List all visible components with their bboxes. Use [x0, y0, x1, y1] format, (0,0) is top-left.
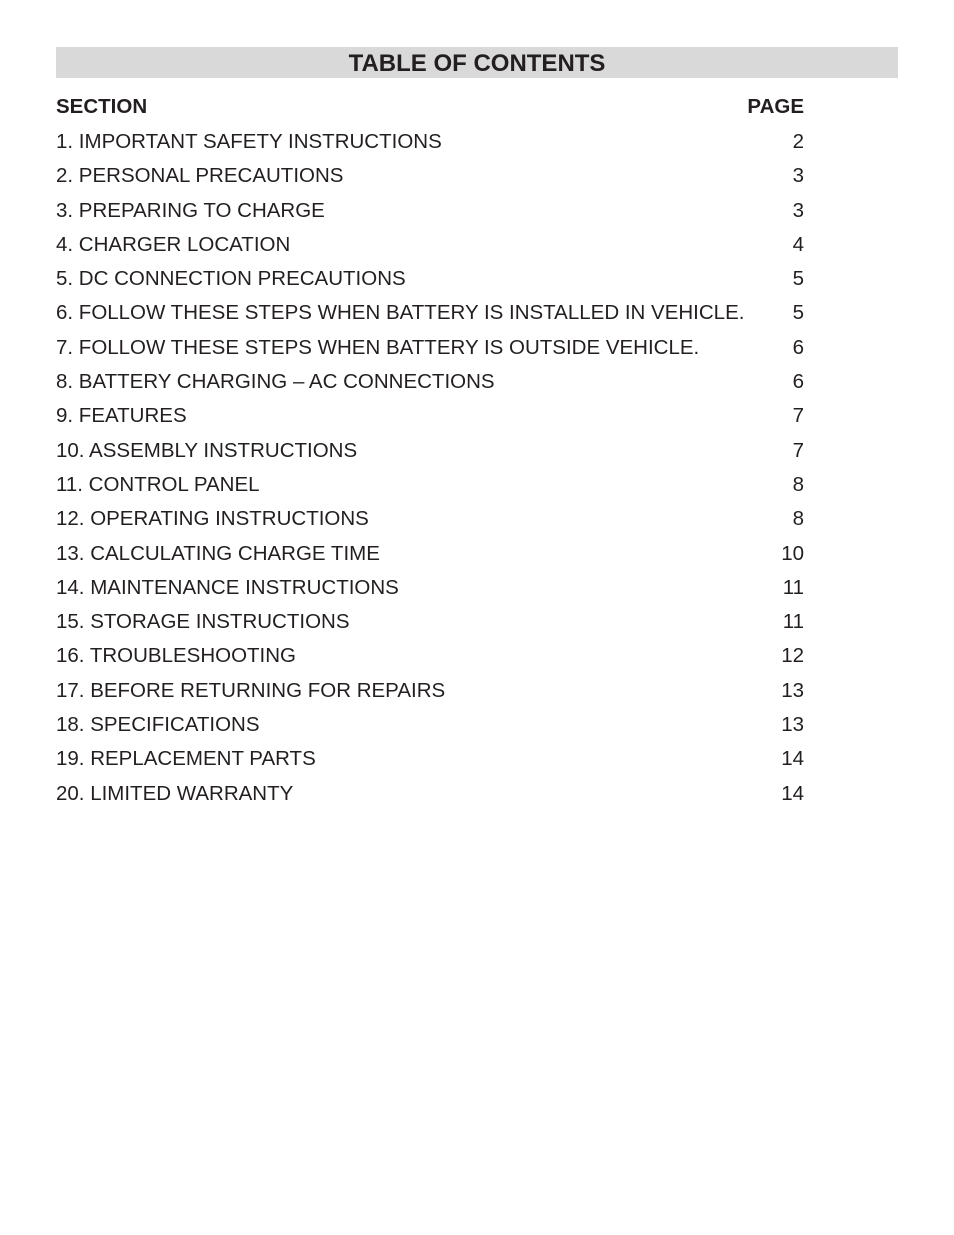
title-banner: [56, 47, 898, 78]
toc-entry-page: 3: [792, 198, 804, 222]
toc-entry-page: 7: [792, 404, 804, 428]
toc-entry-label: 11. CONTROL PANEL: [56, 472, 260, 496]
toc-entry-label: 18. SPECIFICATIONS: [56, 713, 260, 737]
toc-entry-label: 13. CALCULATING CHARGE TIME: [56, 541, 380, 565]
toc-entry-label: 15. STORAGE INSTRUCTIONS: [56, 610, 350, 634]
toc-entry[interactable]: [56, 505, 804, 539]
toc-entry-label: 7. FOLLOW THESE STEPS WHEN BATTERY IS OUTSIDE VEHICLE.: [56, 335, 700, 359]
toc-entry-page: 3: [792, 164, 804, 188]
section-column-label: SECTION: [56, 95, 148, 118]
toc-entry-label: 3. PREPARING TO CHARGE: [56, 198, 325, 222]
toc-entry-page: 6: [792, 335, 804, 359]
toc-entry-page: 2: [792, 130, 804, 153]
toc-entry[interactable]: [56, 471, 804, 505]
toc-list: [56, 128, 804, 814]
toc-entry-label: 2. PERSONAL PRECAUTIONS: [56, 164, 344, 188]
toc-entry-page: 10: [781, 541, 804, 565]
toc-entry-label: 14. MAINTENANCE INSTRUCTIONS: [56, 575, 399, 599]
toc-entry-page: 14: [781, 747, 804, 771]
toc-entry-page: 13: [781, 713, 804, 737]
toc-entry-label: 12. OPERATING INSTRUCTIONS: [56, 507, 369, 531]
toc-entry-label: 10. ASSEMBLY INSTRUCTIONS: [56, 438, 358, 462]
toc-entry-page: 8: [792, 507, 804, 531]
toc-entry[interactable]: [56, 197, 804, 231]
toc-entry[interactable]: [56, 128, 804, 162]
toc-entry[interactable]: [56, 540, 804, 574]
toc-entry-page: 4: [792, 232, 804, 256]
toc-entry[interactable]: [56, 162, 804, 196]
toc-entry[interactable]: [56, 231, 804, 265]
toc-entry-page: 13: [781, 678, 804, 702]
toc-entry-label: 4. CHARGER LOCATION: [56, 232, 291, 256]
toc-entry-page: 8: [792, 472, 804, 496]
toc-entry-label: 20. LIMITED WARRANTY: [56, 781, 294, 805]
toc-entry-page: 11: [782, 610, 804, 634]
toc-entry[interactable]: [56, 299, 804, 333]
toc-entry[interactable]: [56, 677, 804, 711]
toc-entry-page: 11: [782, 575, 804, 599]
toc-entry-page: 5: [792, 301, 804, 325]
toc-entry[interactable]: [56, 642, 804, 676]
toc-entry-page: 6: [792, 370, 804, 394]
toc-entry-page: 5: [792, 267, 804, 291]
page-column-label: PAGE: [747, 95, 804, 118]
toc-entry[interactable]: [56, 574, 804, 608]
toc-entry[interactable]: [56, 437, 804, 471]
toc-entry-label: 16. TROUBLESHOOTING: [56, 644, 296, 668]
toc-entry[interactable]: [56, 608, 804, 642]
toc-entry-page: 12: [781, 644, 804, 668]
column-header: [56, 93, 804, 121]
toc-entry[interactable]: [56, 745, 804, 779]
toc-entry-page: 7: [792, 438, 804, 462]
toc-entry[interactable]: [56, 334, 804, 368]
toc-entry-label: 6. FOLLOW THESE STEPS WHEN BATTERY IS INSTALLED IN VEHICLE.: [56, 301, 745, 325]
page-title: TABLE OF CONTENTS: [348, 50, 606, 77]
toc-entry-page: 14: [781, 781, 804, 805]
toc-entry-label: 9. FEATURES: [56, 404, 187, 428]
toc-entry[interactable]: [56, 265, 804, 299]
toc-entry-label: 17. BEFORE RETURNING FOR REPAIRS: [56, 678, 446, 702]
toc-entry-label: 1. IMPORTANT SAFETY INSTRUCTIONS: [56, 130, 442, 153]
toc-entry-label: 8. BATTERY CHARGING – AC CONNECTIONS: [56, 370, 495, 394]
toc-entry-label: 19. REPLACEMENT PARTS: [56, 747, 316, 771]
toc-entry-label: 5. DC CONNECTION PRECAUTIONS: [56, 267, 406, 291]
toc-entry[interactable]: [56, 711, 804, 745]
toc-entry[interactable]: [56, 402, 804, 436]
toc-entry[interactable]: [56, 368, 804, 402]
toc-entry[interactable]: [56, 780, 804, 814]
